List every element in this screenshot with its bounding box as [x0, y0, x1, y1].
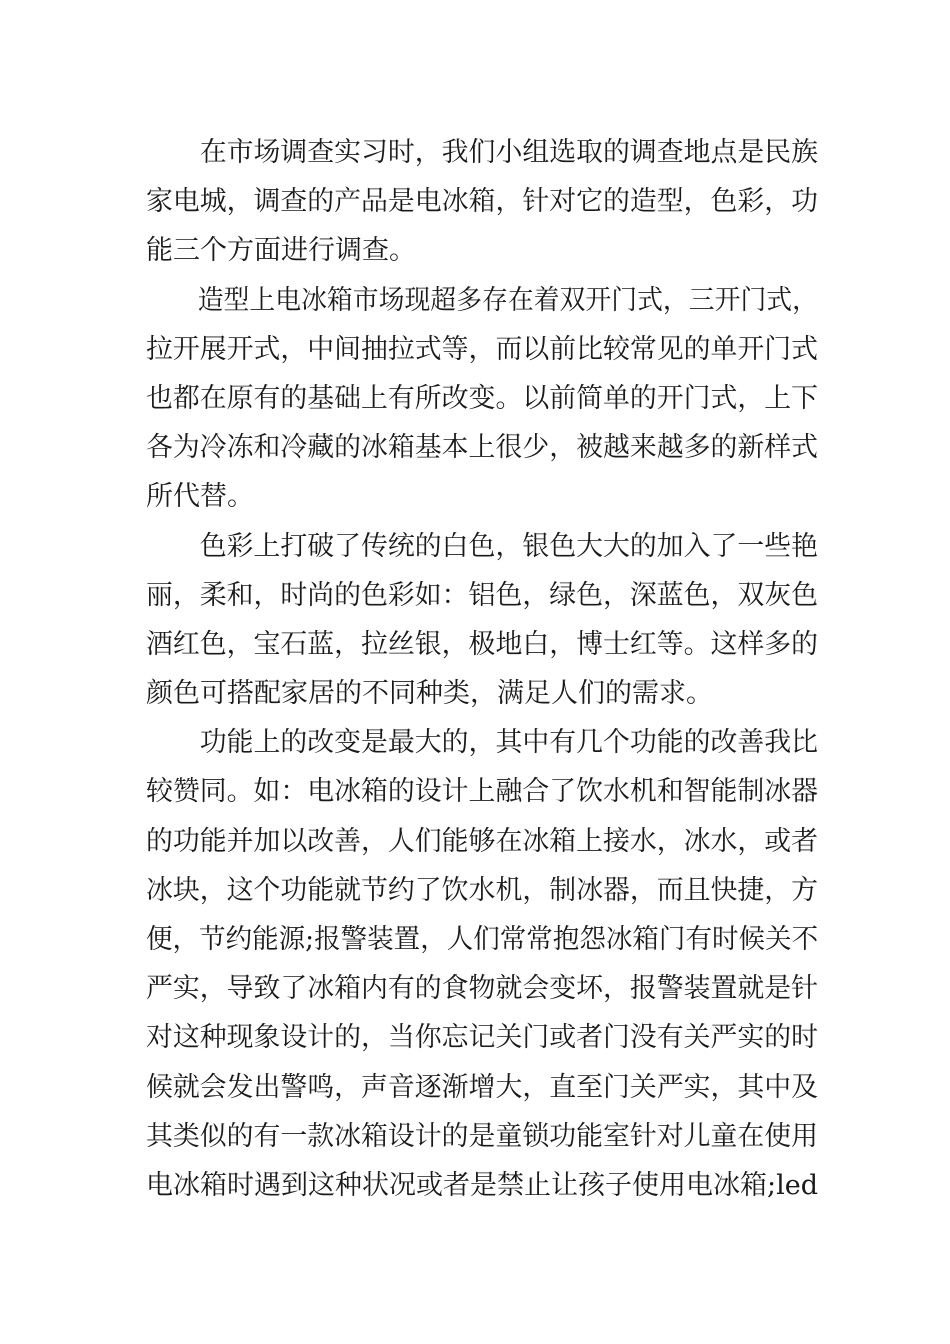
paragraph-line: 较赞同。如：电冰箱的设计上融合了饮水机和智能制冰器 — [146, 776, 818, 808]
paragraph-line: 拉开展开式，中间抽拉式等，而以前比较常见的单开门式 — [146, 333, 818, 365]
paragraph-line: 的功能并加以改善，人们能够在冰箱上接水，冰水，或者 — [146, 825, 818, 857]
paragraph-line: 色彩上打破了传统的白色，银色大大的加入了一些艳 — [199, 530, 818, 562]
paragraph-line: 颜色可搭配家居的不同种类，满足人们的需求。 — [146, 678, 713, 710]
paragraph-line: 也都在原有的基础上有所改变。以前简单的开门式，上下 — [146, 382, 818, 414]
paragraph-line: 能三个方面进行调查。 — [146, 235, 416, 267]
paragraph-line: 便，节约能源;报警装置，人们常常抱怨冰箱门有时候关不 — [146, 924, 819, 955]
paragraph-line: 候就会发出警鸣，声音逐渐增大，直至门关严实，其中及 — [146, 1071, 818, 1103]
paragraph-line: 丽，柔和，时尚的色彩如：铝色，绿色，深蓝色，双灰色 — [146, 579, 818, 611]
paragraph-line: 所代替。 — [146, 481, 254, 513]
paragraph-line: 功能上的改变是最大的，其中有几个功能的改善我比 — [199, 727, 818, 759]
paragraph-line: 各为冷冻和冷藏的冰箱基本上很少，被越来越多的新样式 — [146, 432, 818, 464]
body-text — [146, 128, 818, 1210]
paragraph-line: 冰块，这个功能就节约了饮水机，制冰器，而且快捷，方 — [146, 874, 818, 906]
paragraph-line: 其类似的有一款冰箱设计的是童锁功能室针对儿童在使用 — [146, 1120, 818, 1152]
paragraph-line: 造型上电冰箱市场现超多存在着双开门式，三开门式， — [197, 284, 818, 316]
paragraph-line: 电冰箱时遇到这种状况或者是禁止让孩子使用电冰箱;led — [146, 1169, 818, 1201]
paragraph-line: 在市场调查实习时，我们小组选取的调查地点是民族 — [199, 137, 818, 168]
paragraph-line: 对这种现象设计的，当你忘记关门或者门没有关严实的时 — [146, 1022, 818, 1054]
paragraph-line: 酒红色，宝石蓝，拉丝银，极地白，博士红等。这样多的 — [146, 628, 818, 660]
paragraph-line: 家电城，调查的产品是电冰箱，针对它的造型，色彩，功 — [146, 186, 818, 218]
paragraph-line: 严实，导致了冰箱内有的食物就会变坏，报警装置就是针 — [146, 973, 818, 1005]
